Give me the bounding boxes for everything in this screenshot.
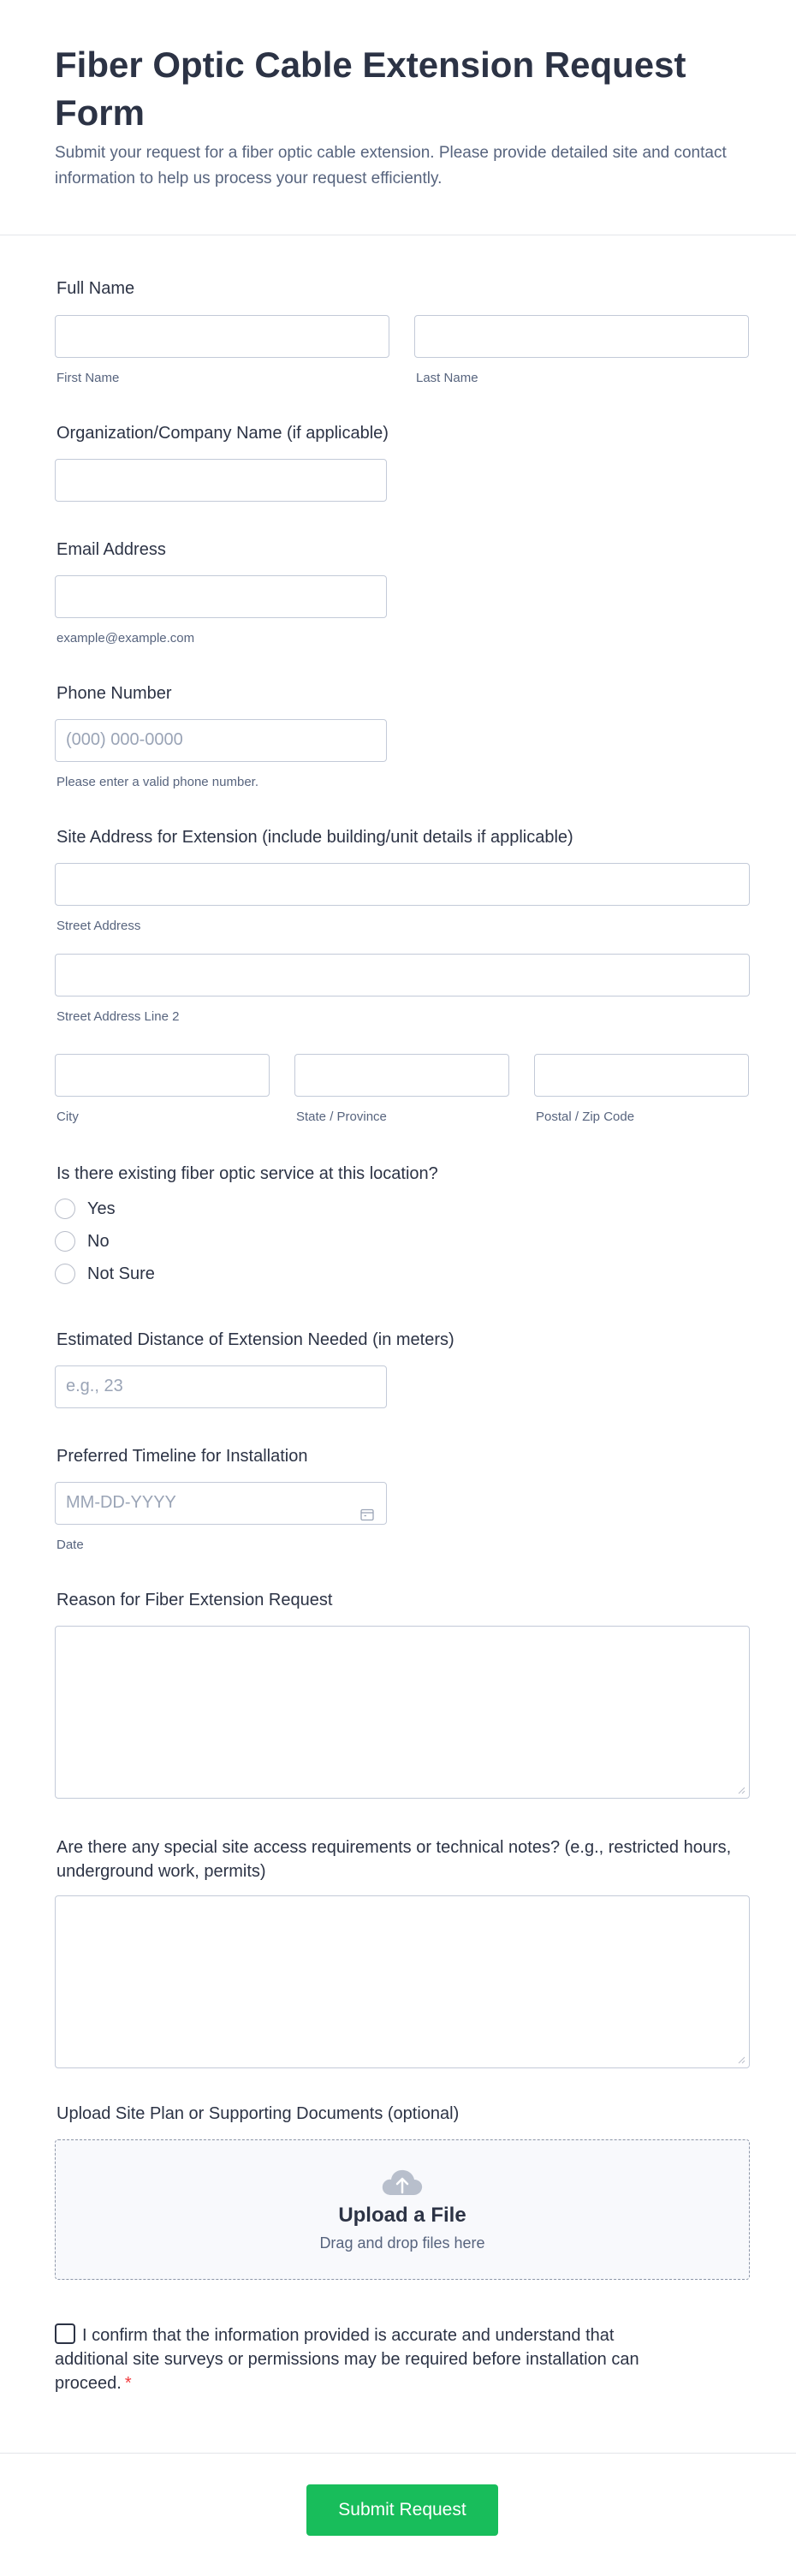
- radio-option-not-sure[interactable]: [55, 1258, 438, 1290]
- organization-field: [55, 421, 389, 502]
- email-input[interactable]: [55, 575, 387, 618]
- upload-title: Upload a File: [338, 2203, 466, 2227]
- date-placeholder: MM-DD-YYYY: [66, 1493, 176, 1512]
- notes-textarea[interactable]: [55, 1895, 750, 2068]
- resize-grip-icon[interactable]: [737, 1786, 746, 1794]
- reason-field: [55, 1588, 750, 1799]
- city-group: [55, 1054, 270, 1126]
- form-footer: [0, 2453, 796, 2576]
- radio-button[interactable]: [55, 1231, 75, 1252]
- city-sublabel: City: [56, 1110, 79, 1124]
- confirm-statement: [55, 2323, 671, 2395]
- existing-service-label: Is there existing fiber optic service at this location?: [56, 1164, 438, 1183]
- confirm-label: I confirm that the information provided is accurate and understand that additional site surveys or permissions may be required before installation can proceed.: [55, 2326, 639, 2393]
- timeline-label: Preferred Timeline for Installation: [56, 1447, 308, 1466]
- organization-input[interactable]: [55, 459, 387, 502]
- first-name-group: [55, 315, 389, 387]
- date-sublabel: Date: [56, 1538, 84, 1552]
- zip-sublabel: Postal / Zip Code: [536, 1110, 635, 1124]
- distance-label: Estimated Distance of Extension Needed (in meters): [56, 1330, 454, 1349]
- reason-label: Reason for Fiber Extension Request: [56, 1591, 333, 1609]
- cloud-upload-icon: [381, 2168, 424, 2197]
- last-name-group: [414, 315, 749, 387]
- email-sublabel: example@example.com: [56, 631, 195, 645]
- street-address-sublabel: Street Address: [56, 919, 141, 933]
- address-label: Site Address for Extension (include building/unit details if applicable): [56, 828, 573, 847]
- full-name-field: [55, 277, 750, 300]
- state-sublabel: State / Province: [296, 1110, 387, 1124]
- submit-button[interactable]: Submit Request: [306, 2484, 498, 2536]
- resize-grip-icon[interactable]: [737, 2055, 746, 2064]
- last-name-input[interactable]: [414, 315, 749, 358]
- timeline-field: [55, 1444, 387, 1554]
- last-name-sublabel: Last Name: [416, 371, 478, 385]
- reason-textarea[interactable]: [55, 1626, 750, 1799]
- radio-option-no[interactable]: [55, 1225, 438, 1258]
- required-asterisk: *: [124, 2374, 132, 2393]
- radio-option-yes[interactable]: [55, 1193, 438, 1225]
- radio-label: Not Sure: [87, 1264, 155, 1283]
- state-group: [294, 1054, 509, 1126]
- phone-input[interactable]: (000) 000-0000: [55, 719, 387, 762]
- radio-label: Yes: [87, 1199, 116, 1218]
- notes-label: Are there any special site access requirements or technical notes? (e.g., restricted hours, underground work, permits): [56, 1838, 732, 1881]
- organization-label: Organization/Company Name (if applicable): [56, 424, 389, 443]
- upload-subtitle: Drag and drop files here: [319, 2234, 485, 2252]
- phone-label: Phone Number: [56, 684, 172, 703]
- form-header: [0, 0, 796, 235]
- page-title: Fiber Optic Cable Extension Request Form: [55, 45, 686, 133]
- address-field: [55, 825, 750, 1026]
- existing-service-field: [55, 1162, 438, 1290]
- email-field: [55, 538, 387, 647]
- street-address-2-input[interactable]: [55, 954, 750, 996]
- distance-field: [55, 1328, 454, 1408]
- page-subtitle: Submit your request for a fiber optic cable extension. Please provide detailed site and contact information to help us process your request efficiently.: [55, 144, 727, 187]
- email-label: Email Address: [56, 540, 166, 559]
- radio-button[interactable]: [55, 1199, 75, 1219]
- upload-label: Upload Site Plan or Supporting Documents (optional): [56, 2104, 460, 2123]
- distance-input[interactable]: e.g., 23: [55, 1365, 387, 1408]
- confirm-field: [55, 2323, 671, 2395]
- upload-field: [55, 2102, 750, 2280]
- notes-field: [55, 1835, 750, 2068]
- radio-button[interactable]: [55, 1264, 75, 1284]
- street-address-2-sublabel: Street Address Line 2: [56, 1009, 180, 1024]
- zip-input[interactable]: [534, 1054, 749, 1097]
- street-address-input[interactable]: [55, 863, 750, 906]
- calendar-icon[interactable]: [360, 1496, 374, 1510]
- date-input[interactable]: [55, 1482, 387, 1525]
- radio-label: No: [87, 1231, 110, 1251]
- full-name-label: Full Name: [56, 279, 135, 298]
- first-name-input[interactable]: [55, 315, 389, 358]
- first-name-sublabel: First Name: [56, 371, 120, 385]
- city-input[interactable]: [55, 1054, 270, 1097]
- confirm-checkbox[interactable]: [55, 2323, 75, 2344]
- phone-field: [55, 681, 387, 791]
- file-dropzone[interactable]: [55, 2139, 750, 2280]
- state-input[interactable]: [294, 1054, 509, 1097]
- zip-group: [534, 1054, 749, 1126]
- phone-sublabel: Please enter a valid phone number.: [56, 775, 258, 789]
- existing-service-options: [55, 1193, 438, 1290]
